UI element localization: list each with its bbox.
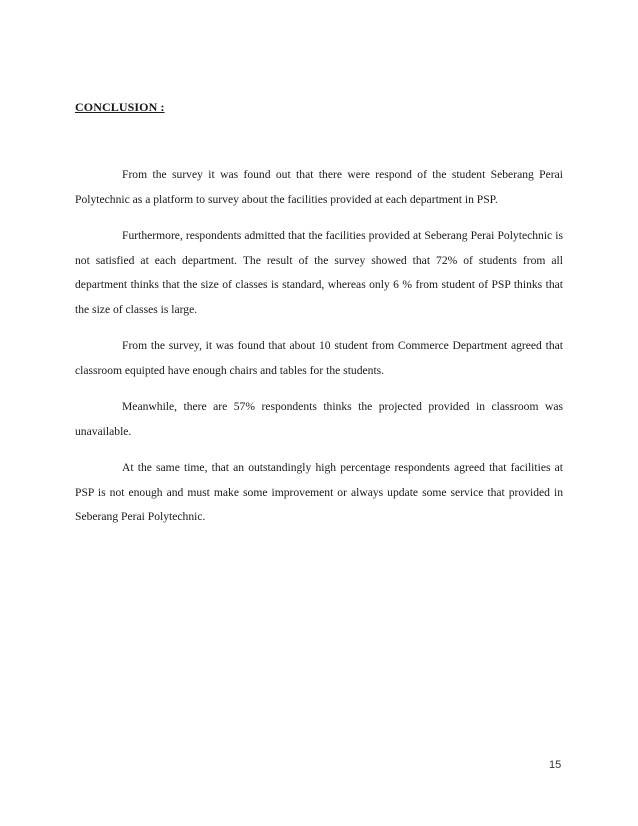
paragraph-1: From the survey it was found out that there were respond of the student Seberang Perai Polytechnic as a platform to survey about the facilities provided at each department in PSP. xyxy=(75,168,563,206)
section-heading: CONCLUSION : xyxy=(75,100,165,114)
paragraph-5: At the same time, that an outstandingly high percentage respondents agreed that facilities at PSP is not enough and must make some improvement or always update some service that provided in Seberang Perai Polytechnic. xyxy=(75,461,563,523)
page-number: 15 xyxy=(549,759,562,771)
paragraph-2: Furthermore, respondents admitted that the facilities provided at Seberang Perai Polytechnic is not satisfied at each department. The result of the survey showed that 72% of students from all department thinks that the size of classes is standard, whereas only 6 % from student of PSP thinks that the size of classes is large. xyxy=(75,229,563,316)
paragraph-3: From the survey, it was found that about 10 student from Commerce Department agreed that classroom equipted have enough chairs and tables for the students. xyxy=(75,339,563,377)
body-text xyxy=(75,163,563,542)
paragraph-4: Meanwhile, there are 57% respondents thinks the projected provided in classroom was unavailable. xyxy=(75,400,563,438)
